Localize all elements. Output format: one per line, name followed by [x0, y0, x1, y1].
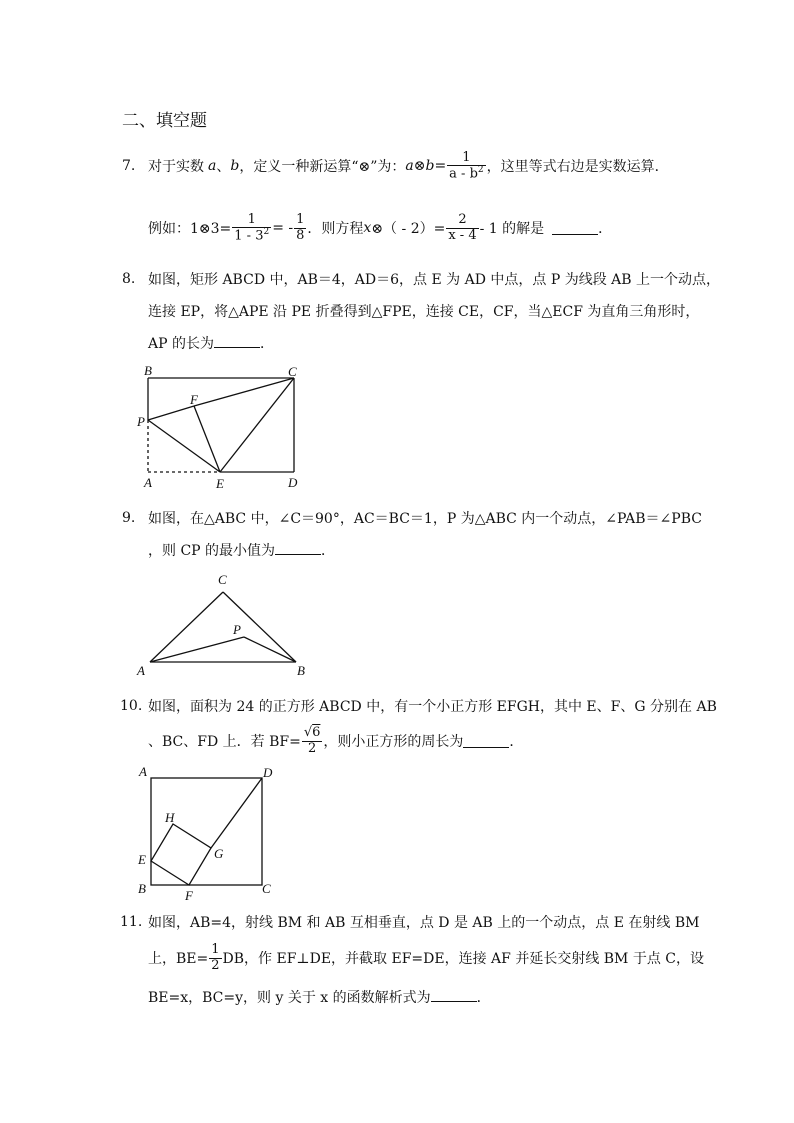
q9-end: ．: [321, 543, 336, 559]
q7-def: ，定义一种新运算“⊗”为：: [239, 159, 406, 175]
q10-end: ．: [509, 734, 524, 750]
q7-otimes: ⊗: [413, 158, 426, 174]
q7-frac-exp: 2: [477, 164, 484, 175]
q11-end: ．: [476, 990, 491, 1006]
q7-ex-frac2-den: 8: [296, 227, 305, 243]
q9-line1: 如图，在△ABC 中，∠C＝90°，AC＝BC＝1，P 为△ABC 内一个动点，∠PAB＝∠PBC: [148, 511, 702, 527]
q7-example: 例如：1⊗3=: [148, 221, 232, 237]
q11-frac-num: 1: [211, 942, 220, 958]
q7-var-b: b: [230, 158, 240, 174]
q10-label-c: C: [262, 881, 271, 896]
q7-expr-a: a: [405, 158, 414, 174]
q7-solve: ．则方程: [307, 221, 364, 237]
q9-seg-ap: [150, 637, 244, 662]
q10-label-g: G: [214, 846, 224, 861]
q11-answer-blank[interactable]: [431, 989, 477, 1002]
q10-frac-den: 2: [307, 740, 317, 756]
q8-label-a: A: [144, 475, 152, 490]
q7-frac-num: 1: [447, 151, 485, 166]
q9-answer-blank[interactable]: [275, 542, 321, 555]
q8-figure: [130, 360, 310, 492]
q9-line2: [148, 540, 335, 560]
q8-seg-ec: [220, 378, 294, 472]
q10-label-h: H: [165, 810, 175, 825]
q10-sqrt: √: [303, 725, 313, 741]
q7-line1: [148, 148, 669, 184]
section-heading: 二、填空题: [122, 111, 207, 131]
q7-ex-frac-den: 1 - 3: [234, 228, 264, 244]
q11-line3: [148, 987, 491, 1007]
q8-label-d: D: [288, 475, 298, 490]
q7-number: 7.: [122, 158, 136, 174]
q10-figure: [134, 762, 280, 902]
q7-tail: ，这里等式右边是实数运算．: [486, 159, 669, 175]
q11-line3-text: BE=x，BC=y，则 y 关于 x 的函数解析式为: [148, 990, 431, 1006]
q8-answer-blank[interactable]: [214, 335, 260, 348]
q10-line2-tail: ，则小正方形的周长为: [323, 734, 464, 750]
q9-label-p: P: [233, 622, 241, 637]
q9-label-c: C: [218, 572, 227, 587]
q10-label-f: F: [185, 888, 193, 902]
q10-small-square: [151, 824, 211, 885]
q9-seg-pb: [244, 637, 296, 662]
q9-label-a: A: [137, 663, 145, 678]
q9-label-b: B: [297, 663, 305, 678]
q11-line1: 如图，AB=4，射线 BM 和 AB 互相垂直，点 D 是 AB 上的一个动点，点 E 在射线 BM: [148, 915, 700, 931]
q10-line1: 如图，面积为 24 的正方形 ABCD 中，有一个小正方形 EFGH，其中 E、F、G 分别在 AB: [148, 699, 717, 715]
q7-ex-frac3-num: 2: [446, 213, 478, 228]
q7-line2: [148, 208, 612, 248]
q7-end: ．: [598, 221, 613, 237]
q8-line2: 连接 EP，将△APE 沿 PE 折叠得到△FPE，连接 CE，CF，当△ECF 为直角三角形时，: [148, 304, 700, 320]
q8-number: 8.: [122, 271, 136, 287]
q7-answer-blank[interactable]: [552, 222, 598, 235]
q7-ex-frac2-num: 1: [296, 212, 305, 228]
q7-sep: 、: [216, 159, 231, 175]
q7-expr-b: b: [425, 158, 435, 174]
q7-ex-frac-num: 1: [232, 213, 271, 228]
q7-ex-mid: = -: [272, 220, 294, 236]
q9-figure: [132, 566, 312, 680]
q8-label-e: E: [216, 476, 224, 491]
q10-line2-text: 、BC、FD 上．若 BF=: [148, 734, 301, 750]
q8-seg-pf: [148, 406, 194, 420]
q7-ex-fraction2: [294, 213, 306, 243]
q7-fraction: [447, 151, 485, 182]
q7-frac-den: a - b: [449, 166, 478, 182]
q10-label-b: B: [138, 881, 146, 896]
q11-line2-tail: DB，作 EF⊥DE，并截取 EF=DE，连接 AF 并延长交射线 BM 于点 C，设: [222, 951, 705, 967]
q7-ex-tail: - 1 的解是: [479, 221, 545, 237]
q8-label-f: F: [190, 392, 198, 407]
q11-fraction: [209, 943, 221, 973]
q8-end: ．: [259, 336, 274, 352]
q11-line2-text: 上，BE=: [148, 951, 209, 967]
q10-answer-blank[interactable]: [463, 735, 509, 748]
q8-seg-fc: [194, 378, 294, 406]
q7-ex-fraction: [232, 213, 271, 244]
q7-x: x: [363, 220, 372, 236]
q9-side-ac: [150, 592, 223, 662]
q9-number: 9.: [122, 510, 136, 526]
q7-ex-fraction3: [446, 213, 478, 243]
q8-line3-text: AP 的长为: [148, 336, 214, 352]
q9-line2-text: ，则 CP 的最小值为: [148, 543, 276, 559]
q8-line3: [148, 333, 274, 353]
q8-label-b: B: [144, 363, 152, 378]
q8-line1: 如图，矩形 ABCD 中，AB＝4，AD＝6，点 E 为 AD 中点，点 P 为线段 AB 上一个动点，: [148, 272, 721, 288]
q10-number: 10.: [120, 698, 143, 714]
q7-ex-frac-exp: 2: [263, 226, 270, 237]
q8-label-c: C: [288, 364, 297, 379]
q10-fraction: [302, 726, 323, 756]
q7-eq2: ⊗（ - 2）=: [371, 221, 446, 237]
q10-label-a: A: [139, 764, 147, 779]
q10-big-square: [151, 778, 262, 885]
q10-label-e: E: [138, 852, 146, 867]
q7-ex-frac3-den: x - 4: [448, 227, 477, 243]
q7-text: 对于实数: [148, 159, 204, 175]
q11-frac-den: 2: [211, 957, 220, 973]
q11-number: 11.: [120, 914, 143, 930]
q7-var-a: a: [208, 158, 217, 174]
q10-seg-gd: [211, 778, 262, 848]
q11-line2: [148, 938, 704, 978]
q10-sqrt-val: 6: [312, 725, 321, 741]
q8-label-p: P: [137, 414, 145, 429]
q10-label-d: D: [263, 765, 273, 780]
q10-line2: [148, 720, 523, 762]
q7-eq: =: [434, 158, 447, 174]
